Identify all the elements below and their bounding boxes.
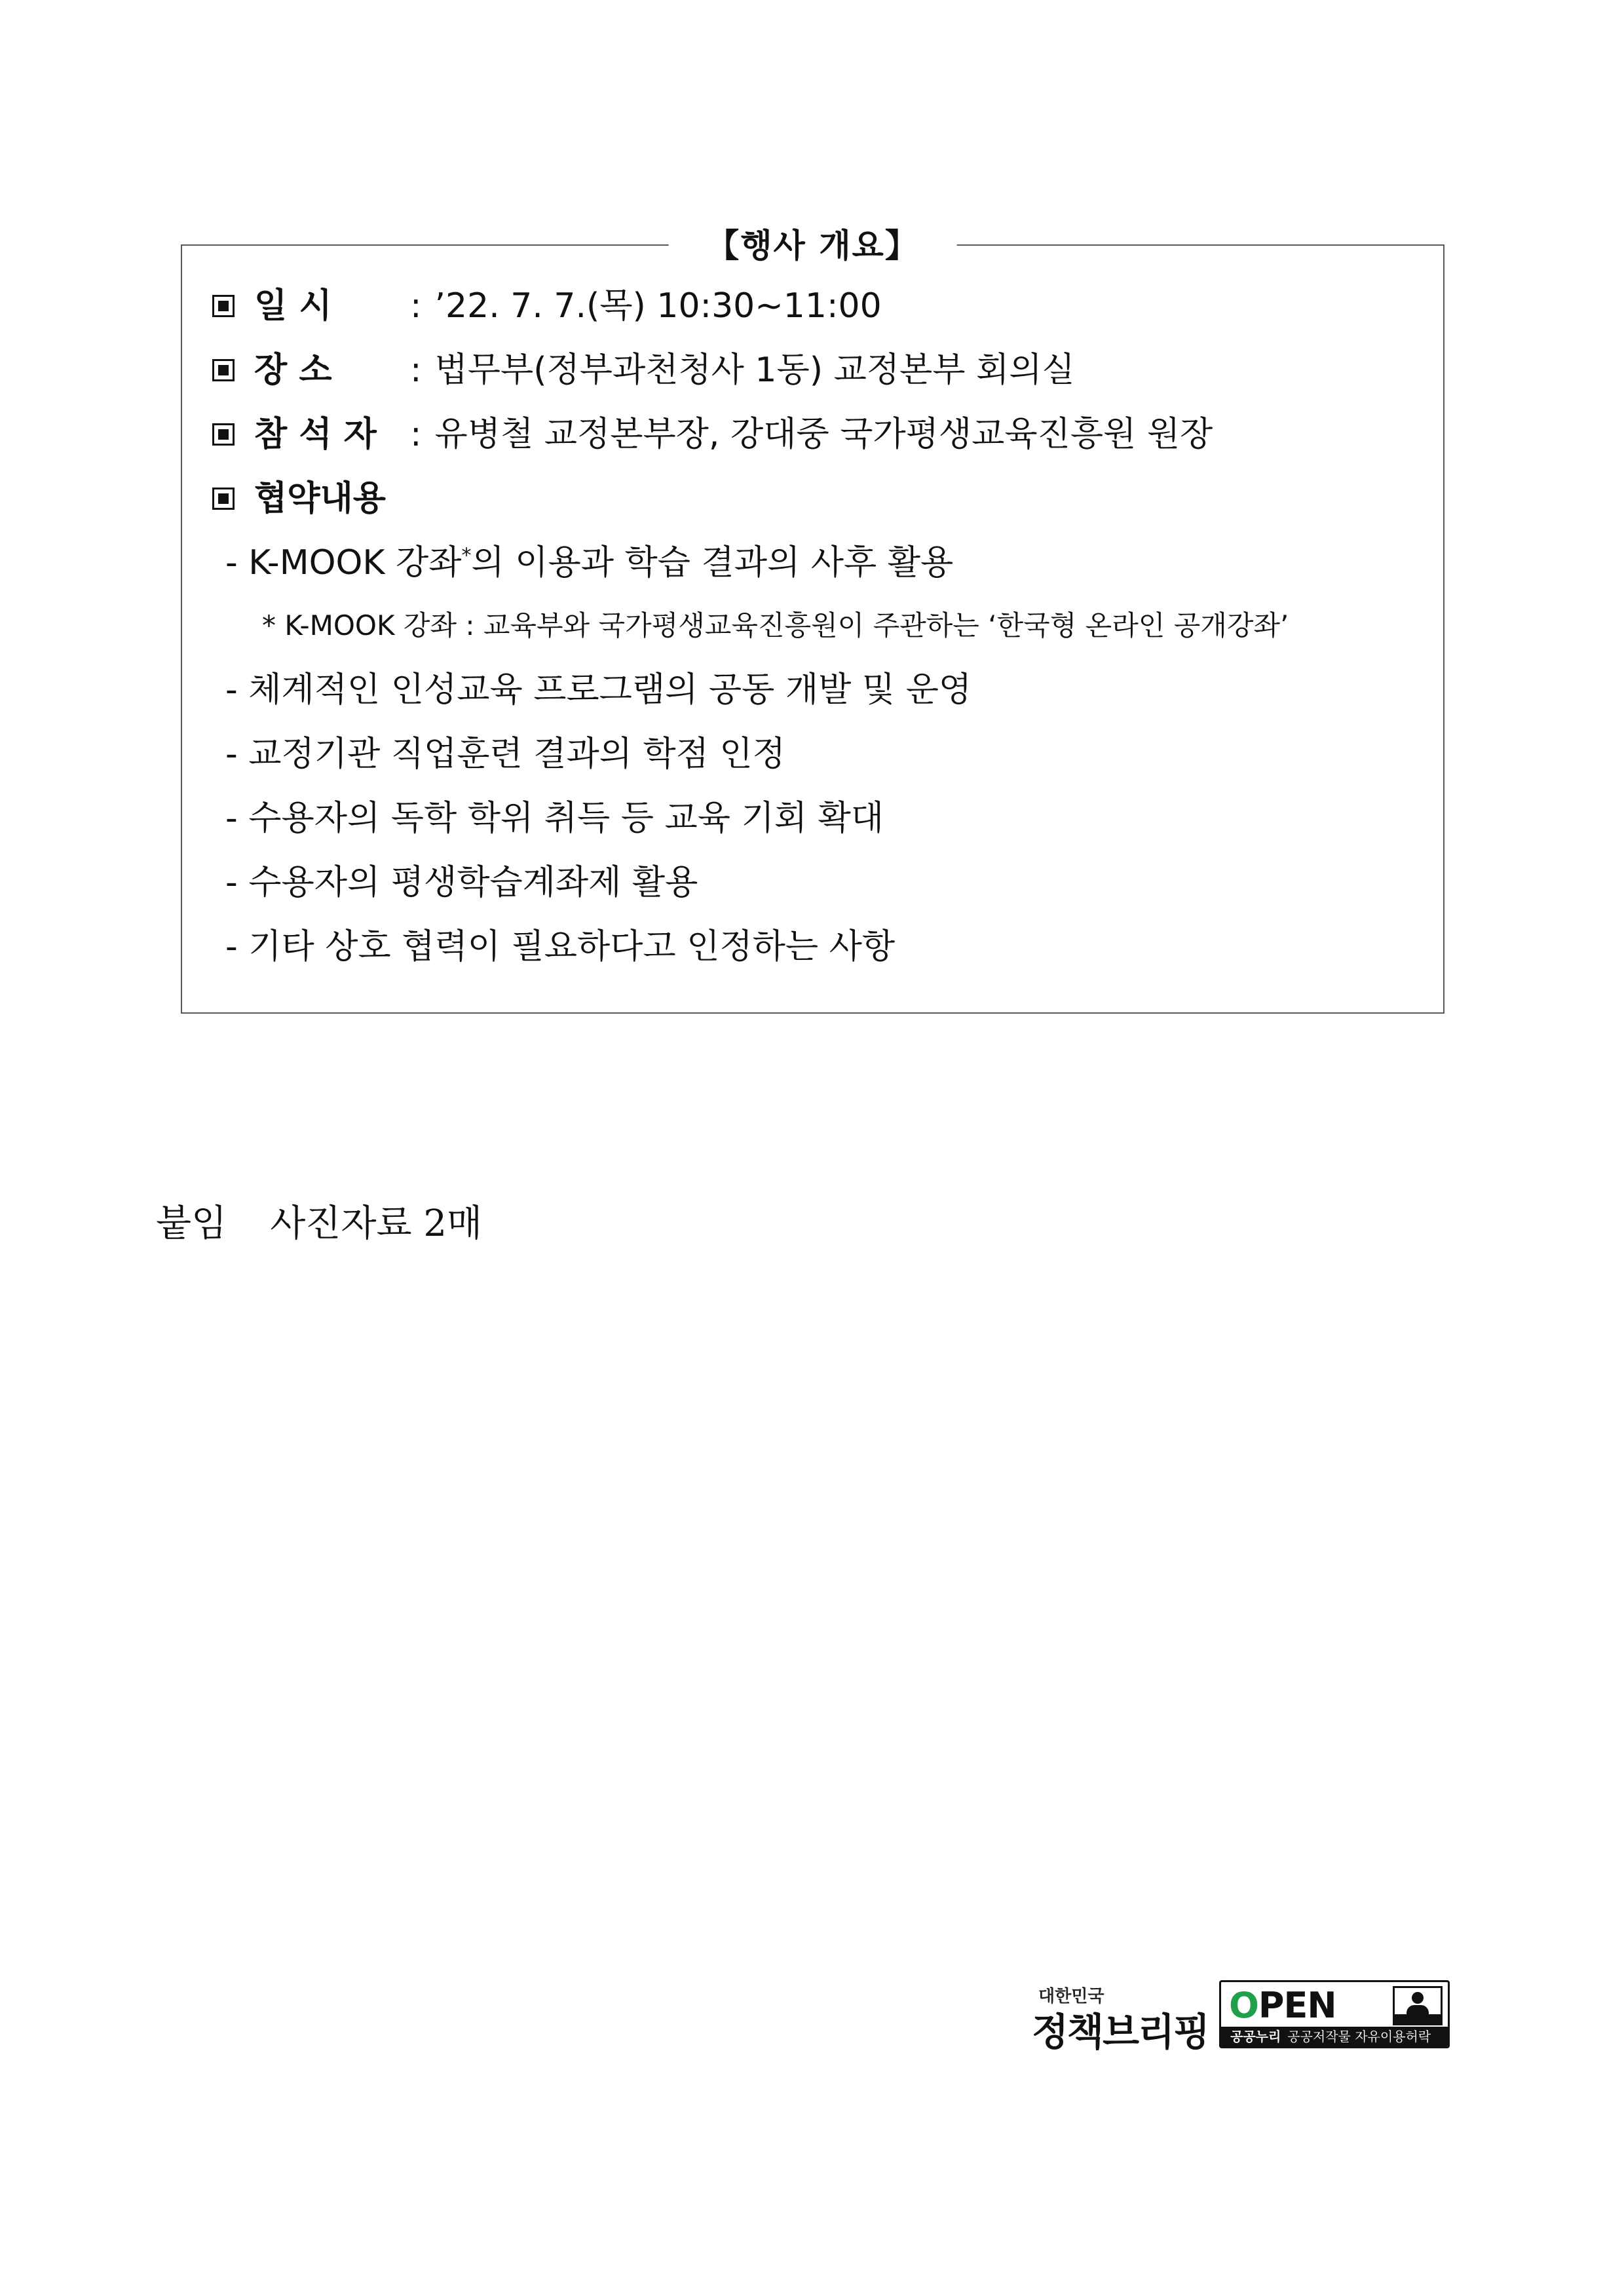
agreement-item: - 수용자의 평생학습계좌제 활용 bbox=[225, 863, 698, 902]
date-row: 일 시 : ’22. 7. 7.(목) 10:30~11:00 bbox=[212, 276, 882, 336]
date-value: ’22. 7. 7.(목) 10:30~11:00 bbox=[434, 286, 882, 326]
attendees-value: 유병철 교정본부장, 강대중 국가평생교육진흥원 원장 bbox=[434, 415, 1213, 454]
person-icon bbox=[1393, 1986, 1443, 2025]
square-bullet-icon bbox=[212, 359, 235, 381]
attendees-label: 참 석 자 bbox=[254, 415, 377, 454]
kogl-open-badge: OPEN 공공누리 공공저작물 자유이용허락 bbox=[1219, 1980, 1450, 2048]
attachment-label: 붙임 bbox=[156, 1202, 227, 1245]
policy-briefing-logo: 대한민국 정책브리핑 bbox=[1032, 1987, 1209, 2054]
agreement-item: - 교정기관 직업훈련 결과의 학점 인정 bbox=[225, 735, 785, 774]
footer-logos bbox=[1032, 1980, 1451, 2054]
date-label: 일 시 bbox=[254, 286, 332, 326]
place-row: 장 소 : 법무부(정부과천청사 1동) 교정본부 회의실 bbox=[212, 340, 1075, 400]
place-label: 장 소 bbox=[254, 351, 332, 390]
agreement-item: - 기타 상호 협력이 필요하다고 인정하는 사항 bbox=[225, 927, 896, 966]
agreement-heading bbox=[212, 469, 386, 529]
attachment-value: 사진자료 2매 bbox=[270, 1202, 483, 1245]
footnote: * K-MOOK 강좌 : 교육부와 국가평생교육진흥원이 주관하는 ‘한국형 온라인 공개강좌’ bbox=[262, 609, 1289, 641]
event-overview-box bbox=[181, 227, 1445, 1014]
agreement-item: - 체계적인 인성교육 프로그램의 공동 개발 및 운영 bbox=[225, 670, 972, 710]
attachment-line bbox=[156, 1198, 482, 1250]
square-bullet-icon bbox=[212, 488, 235, 510]
square-bullet-icon bbox=[212, 423, 235, 446]
agreement-label: 협약내용 bbox=[254, 479, 386, 518]
agreement-item: - 수용자의 독학 학위 취득 등 교육 기회 확대 bbox=[225, 799, 884, 838]
place-value: 법무부(정부과천청사 1동) 교정본부 회의실 bbox=[434, 351, 1075, 390]
agreement-item: - K-MOOK 강좌*의 이용과 학습 결과의 사후 활용 bbox=[225, 543, 954, 583]
overview-title: 【행사 개요】 bbox=[668, 225, 957, 267]
attendees-row: 참 석 자 : 유병철 교정본부장, 강대중 국가평생교육진흥원 원장 bbox=[212, 404, 1213, 465]
square-bullet-icon bbox=[212, 295, 235, 317]
